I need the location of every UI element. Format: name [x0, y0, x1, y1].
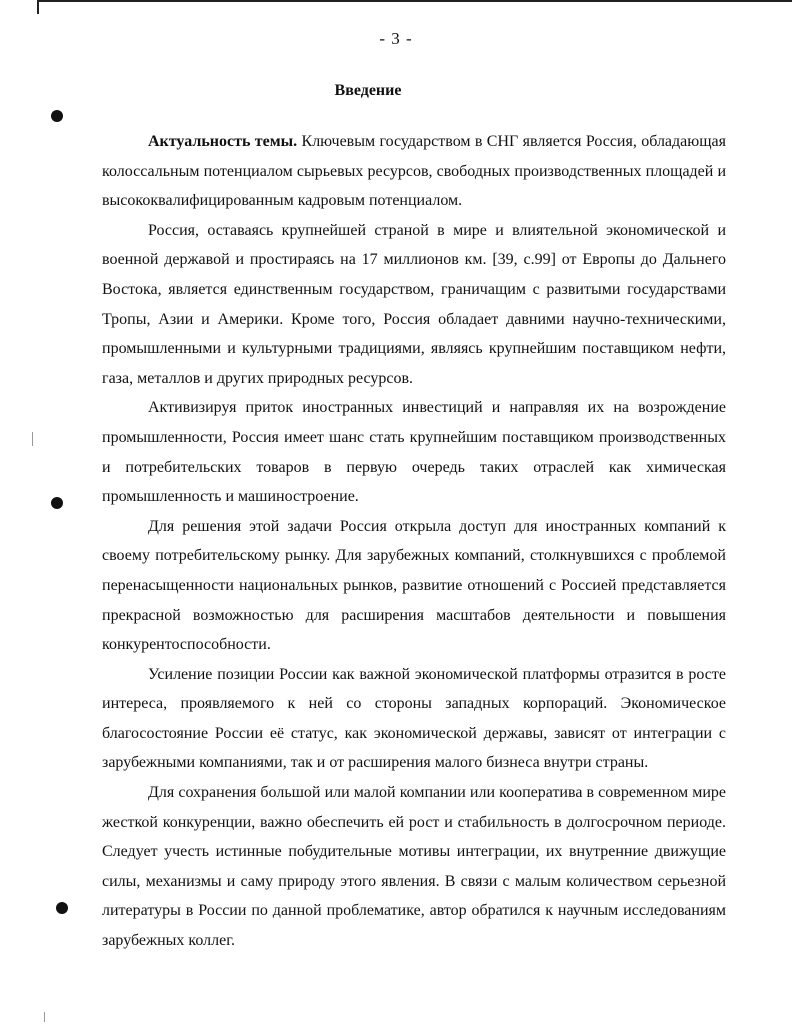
paragraph-text: Активизируя приток иностранных инвестиций и направляя их на возрождение промышленности, Россия имеет шанс стать крупнейшим поставщиком производственных и потребительских товаров в первую очередь таких отраслей как химическая промышленность и машиностроение.: [102, 399, 726, 506]
paragraph: [102, 512, 726, 660]
paragraph: [102, 127, 726, 216]
body-text: [102, 127, 726, 956]
scan-left-border: [37, 0, 39, 14]
paragraph-text: Для сохранения большой или малой компании или кооператива в современном мире жесткой конкуренции, важно обеспечить ей рост и стабильность в долгосрочном периоде. Следует учесть истинные побудительные мотивы интеграции, их внутренние движущие силы, механизмы и саму природу этого явления. В связи с малым количеством серьезной литературы в России по данной проблематике, автор обратился к научным исследованиям зарубежных коллег.: [102, 784, 726, 950]
page-number: - 3 -: [379, 29, 413, 48]
paragraph: [102, 216, 726, 394]
paragraph: [102, 660, 726, 778]
punch-hole-icon: [51, 110, 63, 122]
section-heading: Введение: [334, 82, 402, 99]
paragraph-lead: Актуальность темы.: [148, 133, 298, 150]
punch-hole-icon: [51, 497, 63, 509]
paragraph-text: Россия, оставаясь крупнейшей страной в мире и влиятельной экономической и военной державой и простираясь на 17 миллионов км. [39, с.99] от Европы до Дальнего Востока, является единственным государством, граничащим с развитыми государствами Тропы, Азии и Америки. Кроме того, Россия обладает давними научно-техническими, промышленными и культурными традициями, являясь крупнейшим поставщиком нефти, газа, металлов и других природных ресурсов.: [102, 221, 726, 387]
paragraph: [102, 778, 726, 956]
scan-mark: [32, 432, 33, 446]
punch-hole-icon: [56, 902, 68, 914]
scan-top-border: [38, 0, 792, 2]
paragraph: [102, 393, 726, 511]
paragraph-text: Усиление позиции России как важной экономической платформы отразится в росте интереса, проявляемого к ней со стороны западных корпораций. Экономическое благосостояние России её статус, как экономической державы, зависят от интеграции с зарубежными компаниями, так и от расширения малого бизнеса внутри страны.: [102, 665, 726, 772]
scan-mark: [44, 1012, 45, 1022]
paragraph-text: Ключевым государством в СНГ является Россия, обладающая колоссальным потенциалом сырьевых ресурсов, свободных производственных площадей и высококвалифицированным кадровым потенциалом.: [102, 133, 727, 210]
paragraph-text: Для решения этой задачи Россия открыла доступ для иностранных компаний к своему потребительскому рынку. Для зарубежных компаний, столкнувшихся с проблемой перенасыщенности национальных рынков, развитие отношений с Россией представляется прекрасной возможностью для расширения масштабов деятельности и повышения конкурентоспособности.: [102, 517, 726, 654]
